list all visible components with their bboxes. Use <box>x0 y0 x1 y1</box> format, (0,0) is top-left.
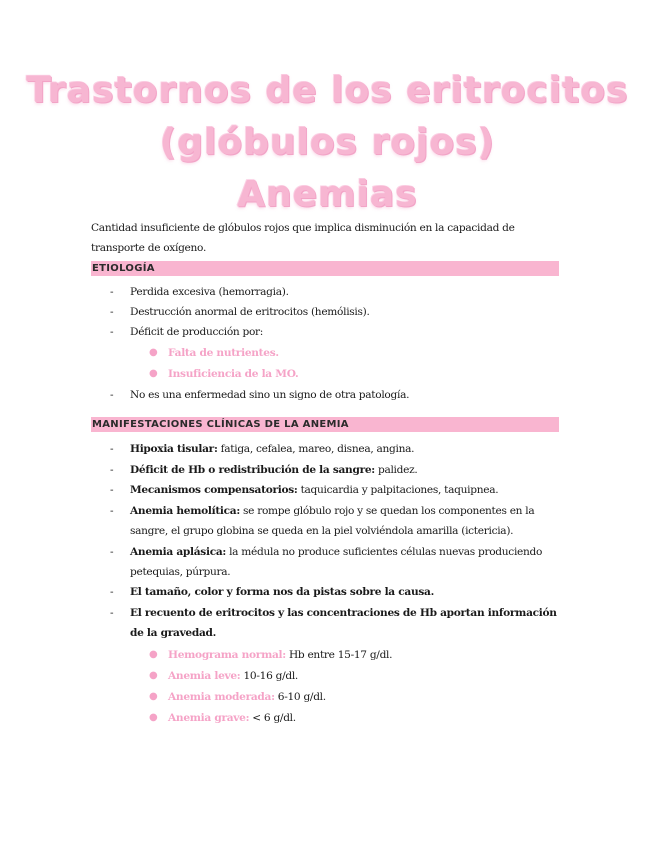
list-dash: - <box>110 484 114 496</box>
item-label: Déficit de Hb o redistribución de la sangre: <box>130 464 375 476</box>
item-label: Anemia moderada: <box>168 691 275 703</box>
list-dash: - <box>110 286 114 298</box>
list-dash: - <box>110 607 114 619</box>
item-label: El tamaño, color y forma nos da pistas sobre la causa. <box>130 586 434 598</box>
sub-list-item: Insuficiencia de la MO. <box>168 368 299 380</box>
list-dash: - <box>110 464 114 476</box>
list-item <box>130 542 560 582</box>
list-item <box>130 603 560 643</box>
item-text: Hb entre 15-17 g/dl. <box>285 649 393 661</box>
list-dash: - <box>110 326 114 338</box>
bullet-icon: ● <box>149 670 158 681</box>
bullet-icon: ● <box>149 649 158 660</box>
list-dash: - <box>110 443 114 455</box>
item-label: Hemograma normal: <box>168 649 286 661</box>
list-item: Déficit de producción por: <box>130 326 264 338</box>
item-label: Anemia hemolítica: <box>130 505 240 517</box>
list-item: Perdida excesiva (hemorragia). <box>130 286 289 298</box>
list-dash: - <box>110 586 114 598</box>
page-title-line-2: (glóbulos rojos) <box>159 122 496 163</box>
item-text: 6-10 g/dl. <box>274 691 326 703</box>
bullet-icon: ● <box>149 712 158 723</box>
list-item <box>130 439 560 459</box>
sub-list-item <box>168 666 558 686</box>
item-text: taquicardia y palpitaciones, taquipnea. <box>297 484 499 496</box>
list-item: Destrucción anormal de eritrocitos (hemólisis). <box>130 306 370 318</box>
page-title-line-1: Trastornos de los eritrocitos <box>26 70 629 111</box>
item-text: se rompe glóbulo rojo y se quedan los componentes en la sangre, el grupo globina se queda en la piel volviéndola amarilla (ictericia). <box>130 505 535 537</box>
list-dash: - <box>110 505 114 517</box>
intro-paragraph: Cantidad insuficiente de glóbulos rojos que implica disminución en la capacidad de transporte de oxígeno. <box>91 222 515 254</box>
list-item <box>130 501 560 541</box>
list-item <box>130 582 560 602</box>
item-text: < 6 g/dl. <box>249 712 296 724</box>
list-dash: - <box>110 546 114 558</box>
sub-list-item <box>168 645 558 665</box>
item-text: fatiga, cefalea, mareo, disnea, angina. <box>217 443 415 455</box>
bullet-icon: ● <box>149 691 158 702</box>
sub-list-item <box>168 687 558 707</box>
page-title-line-3: Anemias <box>237 174 418 215</box>
item-text: palidez. <box>374 464 418 476</box>
section-heading-manifestaciones: MANIFESTACIONES CLÍNICAS DE LA ANEMIA <box>91 417 559 432</box>
item-label: El recuento de eritrocitos y las concentraciones de Hb aportan información de la gravedad. <box>130 607 557 639</box>
item-label: Mecanismos compensatorios: <box>130 484 298 496</box>
bullet-icon: ● <box>149 368 158 379</box>
list-item <box>130 480 560 500</box>
sub-list-item <box>168 708 558 728</box>
bullet-icon: ● <box>149 347 158 358</box>
section-heading-etiologia: ETIOLOGÍA <box>91 261 559 276</box>
item-label: Anemia leve: <box>168 670 241 682</box>
list-item: No es una enfermedad sino un signo de otra patología. <box>130 389 410 401</box>
item-text: la médula no produce suficientes células nuevas produciendo petequias, púrpura. <box>130 546 543 578</box>
item-text: 10-16 g/dl. <box>240 670 298 682</box>
list-dash: - <box>110 389 114 401</box>
list-item <box>130 460 560 480</box>
list-dash: - <box>110 306 114 318</box>
item-label: Anemia aplásica: <box>130 546 227 558</box>
sub-list-item: Falta de nutrientes. <box>168 347 279 359</box>
item-label: Hipoxia tisular: <box>130 443 218 455</box>
item-label: Anemia grave: <box>168 712 250 724</box>
